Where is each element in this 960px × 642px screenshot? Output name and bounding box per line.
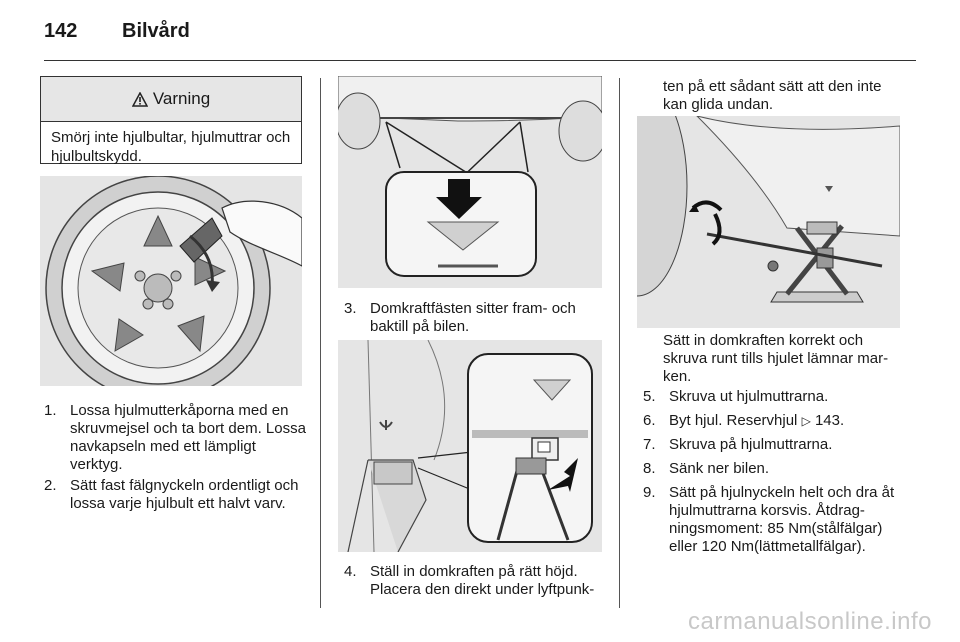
step-text: Sänk ner bilen.	[669, 460, 770, 477]
step-number: 7.	[643, 436, 656, 453]
list-item	[643, 460, 911, 478]
steps-list-column-2a	[344, 300, 606, 339]
figure-jack-position	[338, 340, 602, 552]
list-item	[643, 388, 911, 406]
figure-jack-crank	[637, 116, 900, 328]
page-header	[44, 20, 190, 46]
step-number: 5.	[643, 388, 656, 405]
list-item	[344, 300, 606, 336]
warning-header	[41, 77, 301, 122]
step-text: Ställ in domkraften på rätt höjd. Placera den direkt under lyftpunk-	[370, 563, 595, 598]
step-number: 3.	[344, 300, 357, 317]
page-reference-icon: ▷	[801, 414, 811, 428]
column-divider-2	[619, 78, 620, 608]
step-text: Byt hjul. Reservhjul	[669, 412, 802, 429]
list-item	[643, 412, 911, 430]
watermark: carmanualsonline.info	[688, 608, 932, 635]
step-text: Skruva på hjulmuttrarna.	[669, 436, 833, 453]
section-title: Bilvård	[122, 20, 190, 42]
warning-triangle-icon	[132, 92, 148, 107]
step-number: 4.	[344, 563, 357, 580]
warning-text: Smörj inte hjulbultar, hjulmuttrar och hjulbultskydd.	[51, 129, 291, 165]
list-item	[44, 402, 306, 474]
warning-box	[40, 76, 302, 164]
steps-list-column-1	[44, 402, 306, 516]
step-suffix: .	[840, 412, 845, 429]
step-number: 6.	[643, 412, 656, 429]
figure-jacking-point	[338, 76, 602, 288]
list-item	[344, 563, 606, 599]
list-item	[643, 484, 911, 556]
list-item	[44, 477, 306, 513]
step-text: Domkraftfästen sitter fram- och baktill på bilen.	[370, 300, 576, 335]
step-number: 8.	[643, 460, 656, 477]
continuation-text: ten på ett sådant sätt att den inte kan glida undan.	[663, 78, 882, 113]
column-divider-1	[320, 78, 321, 608]
step-text: Skruva ut hjulmuttrarna.	[669, 388, 829, 405]
step-number: 2.	[44, 477, 57, 494]
step-text: Sätt på hjulnyckeln helt och dra åt hjulmuttrarna korsvis. Åtdragningsmoment: 85 Nm(stålfälgar) eller 120 Nm(lättmetallfälgar).	[669, 484, 895, 555]
list-item	[643, 436, 911, 454]
steps-list-column-3	[643, 388, 911, 559]
page-number: 142	[44, 20, 78, 42]
step-text: Lossa hjulmutterkåporna med en skruvmejsel och ta bort dem. Lossa navkapseln med ett lämpligt verktyg.	[70, 402, 306, 473]
header-rule	[44, 60, 916, 61]
warning-title: Varning	[152, 89, 211, 108]
step-number: 9.	[643, 484, 656, 501]
figure-wheel-cover-removal	[40, 176, 302, 386]
after-figure-text: Sätt in domkraften korrekt och skruva runt tills hjulet lämnar marken.	[663, 332, 889, 385]
step-text: Sätt fast fälgnyckeln ordentligt och lossa varje hjulbult ett halvt varv.	[70, 477, 299, 512]
step-number: 1.	[44, 402, 57, 419]
reference-page-link[interactable]: 143	[814, 412, 840, 429]
steps-list-column-2b	[344, 563, 606, 602]
